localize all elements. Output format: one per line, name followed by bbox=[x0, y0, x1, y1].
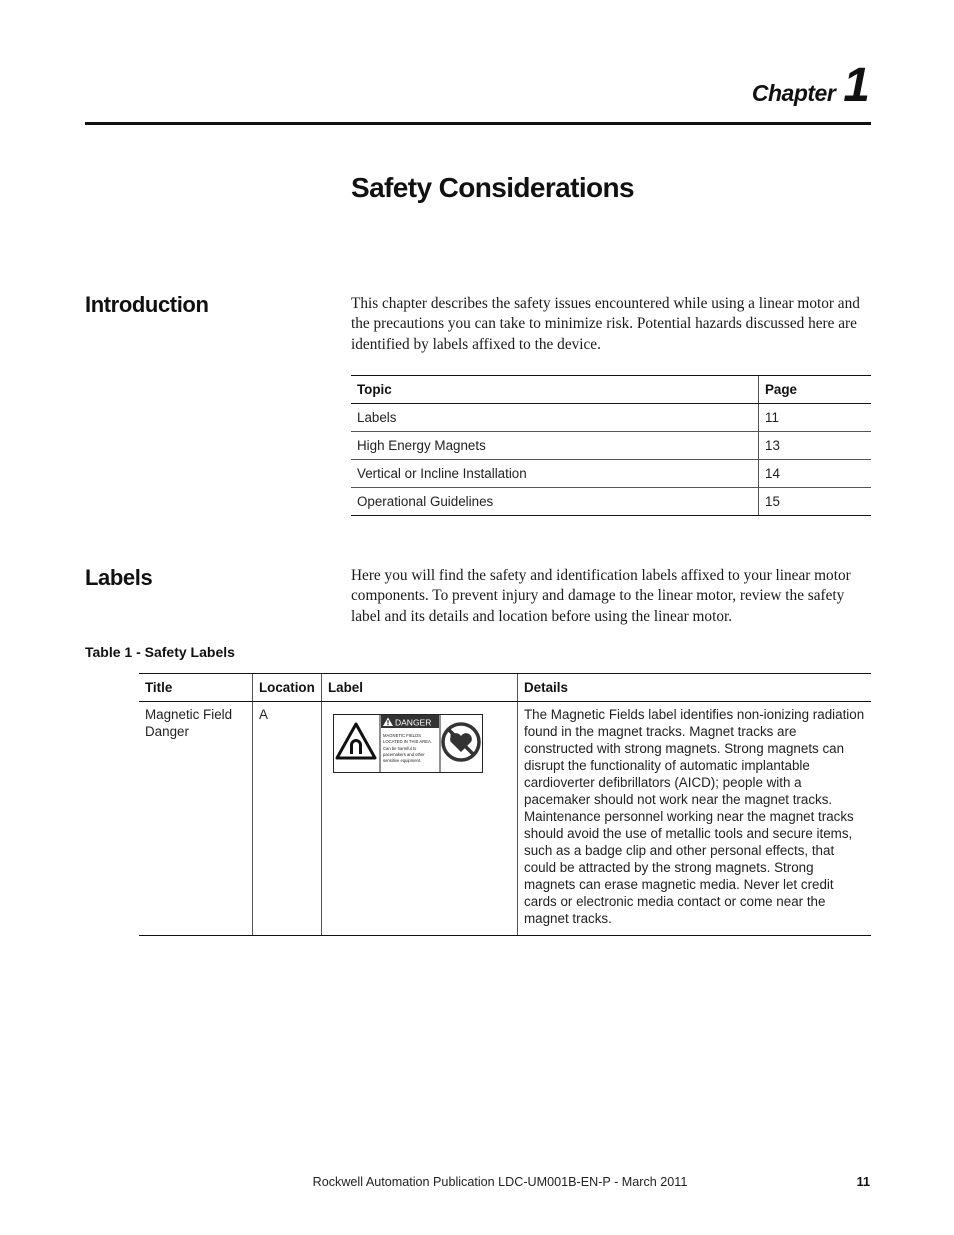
footer-page-number: 11 bbox=[856, 1175, 870, 1189]
table-caption: Table 1 - Safety Labels bbox=[85, 644, 235, 660]
table-header-row bbox=[351, 376, 871, 404]
page-title: Safety Considerations bbox=[351, 172, 635, 203]
table-row bbox=[351, 488, 871, 516]
label-line-3: Can be harmful to bbox=[383, 746, 417, 751]
column-header-title: Title bbox=[139, 674, 253, 702]
chapter-label bbox=[640, 59, 870, 112]
page-cell: 14 bbox=[759, 460, 872, 488]
label-line-5: sensitive equipment. bbox=[383, 758, 422, 763]
magnetic-field-danger-label bbox=[333, 714, 483, 773]
footer-publication: Rockwell Automation Publication LDC-UM001B-EN-P - March 2011 bbox=[312, 1175, 688, 1189]
no-pacemaker-icon bbox=[443, 724, 479, 760]
chapter-word: Chapter bbox=[751, 80, 836, 106]
title-cell: Magnetic Field Danger bbox=[139, 702, 253, 936]
table-row bbox=[351, 432, 871, 460]
danger-word: DANGER bbox=[395, 717, 432, 728]
topic-table bbox=[351, 375, 871, 516]
label-line-2: LOCATED IN THIS AREA. bbox=[383, 739, 432, 744]
topic-cell: Vertical or Incline Installation bbox=[351, 460, 759, 488]
column-header-topic: Topic bbox=[351, 376, 759, 404]
label-cell bbox=[322, 702, 518, 936]
table-row bbox=[139, 702, 871, 936]
column-header-page: Page bbox=[759, 376, 872, 404]
table-row bbox=[351, 460, 871, 488]
column-header-details: Details bbox=[518, 674, 872, 702]
labels-text: Here you will find the safety and identification labels affixed to your linear motor components. To prevent injury and damage to the linear motor, review the safety label and its details and location before using the linear motor. bbox=[351, 567, 851, 625]
label-line-4: pacemakers and other bbox=[383, 752, 425, 757]
page-cell: 15 bbox=[759, 488, 872, 516]
column-header-label: Label bbox=[322, 674, 518, 702]
page-cell: 11 bbox=[759, 404, 872, 432]
safety-labels-table bbox=[139, 673, 871, 936]
table-row bbox=[351, 404, 871, 432]
chapter-number: 1 bbox=[843, 59, 870, 112]
details-cell: The Magnetic Fields label identifies non-ionizing radiation found in the magnet tracks. Magnet tracks are constructed with strong magnets. Strong magnets can disrupt the functionality of automatic implantable cardioverter defibrillators (AICD); people with a pacemaker should not work near the magnet tracks. Maintenance personnel working near the magnet tracks should avoid the use of metallic tools and secure items, such as a badge clip and other personal effects, that could be attracted by the strong magnets. Strong magnets can erase magnetic media. Never let credit cards or electronic media contact or come near the magnet tracks. bbox=[518, 702, 872, 936]
location-cell: A bbox=[253, 702, 322, 936]
table-header-row bbox=[139, 674, 871, 702]
topic-cell: Operational Guidelines bbox=[351, 488, 759, 516]
topic-cell: High Energy Magnets bbox=[351, 432, 759, 460]
column-header-location: Location bbox=[253, 674, 322, 702]
page-cell: 13 bbox=[759, 432, 872, 460]
labels-heading: Labels bbox=[85, 565, 153, 590]
label-line-1: MAGNETIC FIELDS bbox=[383, 733, 421, 738]
topic-cell: Labels bbox=[351, 404, 759, 432]
chapter-rule bbox=[85, 122, 871, 125]
introduction-text: This chapter describes the safety issues encountered while using a linear motor and the precautions you can take to minimize risk. Potential hazards discussed here are identified by labels affixed to the device. bbox=[351, 295, 860, 353]
introduction-heading: Introduction bbox=[85, 292, 209, 317]
